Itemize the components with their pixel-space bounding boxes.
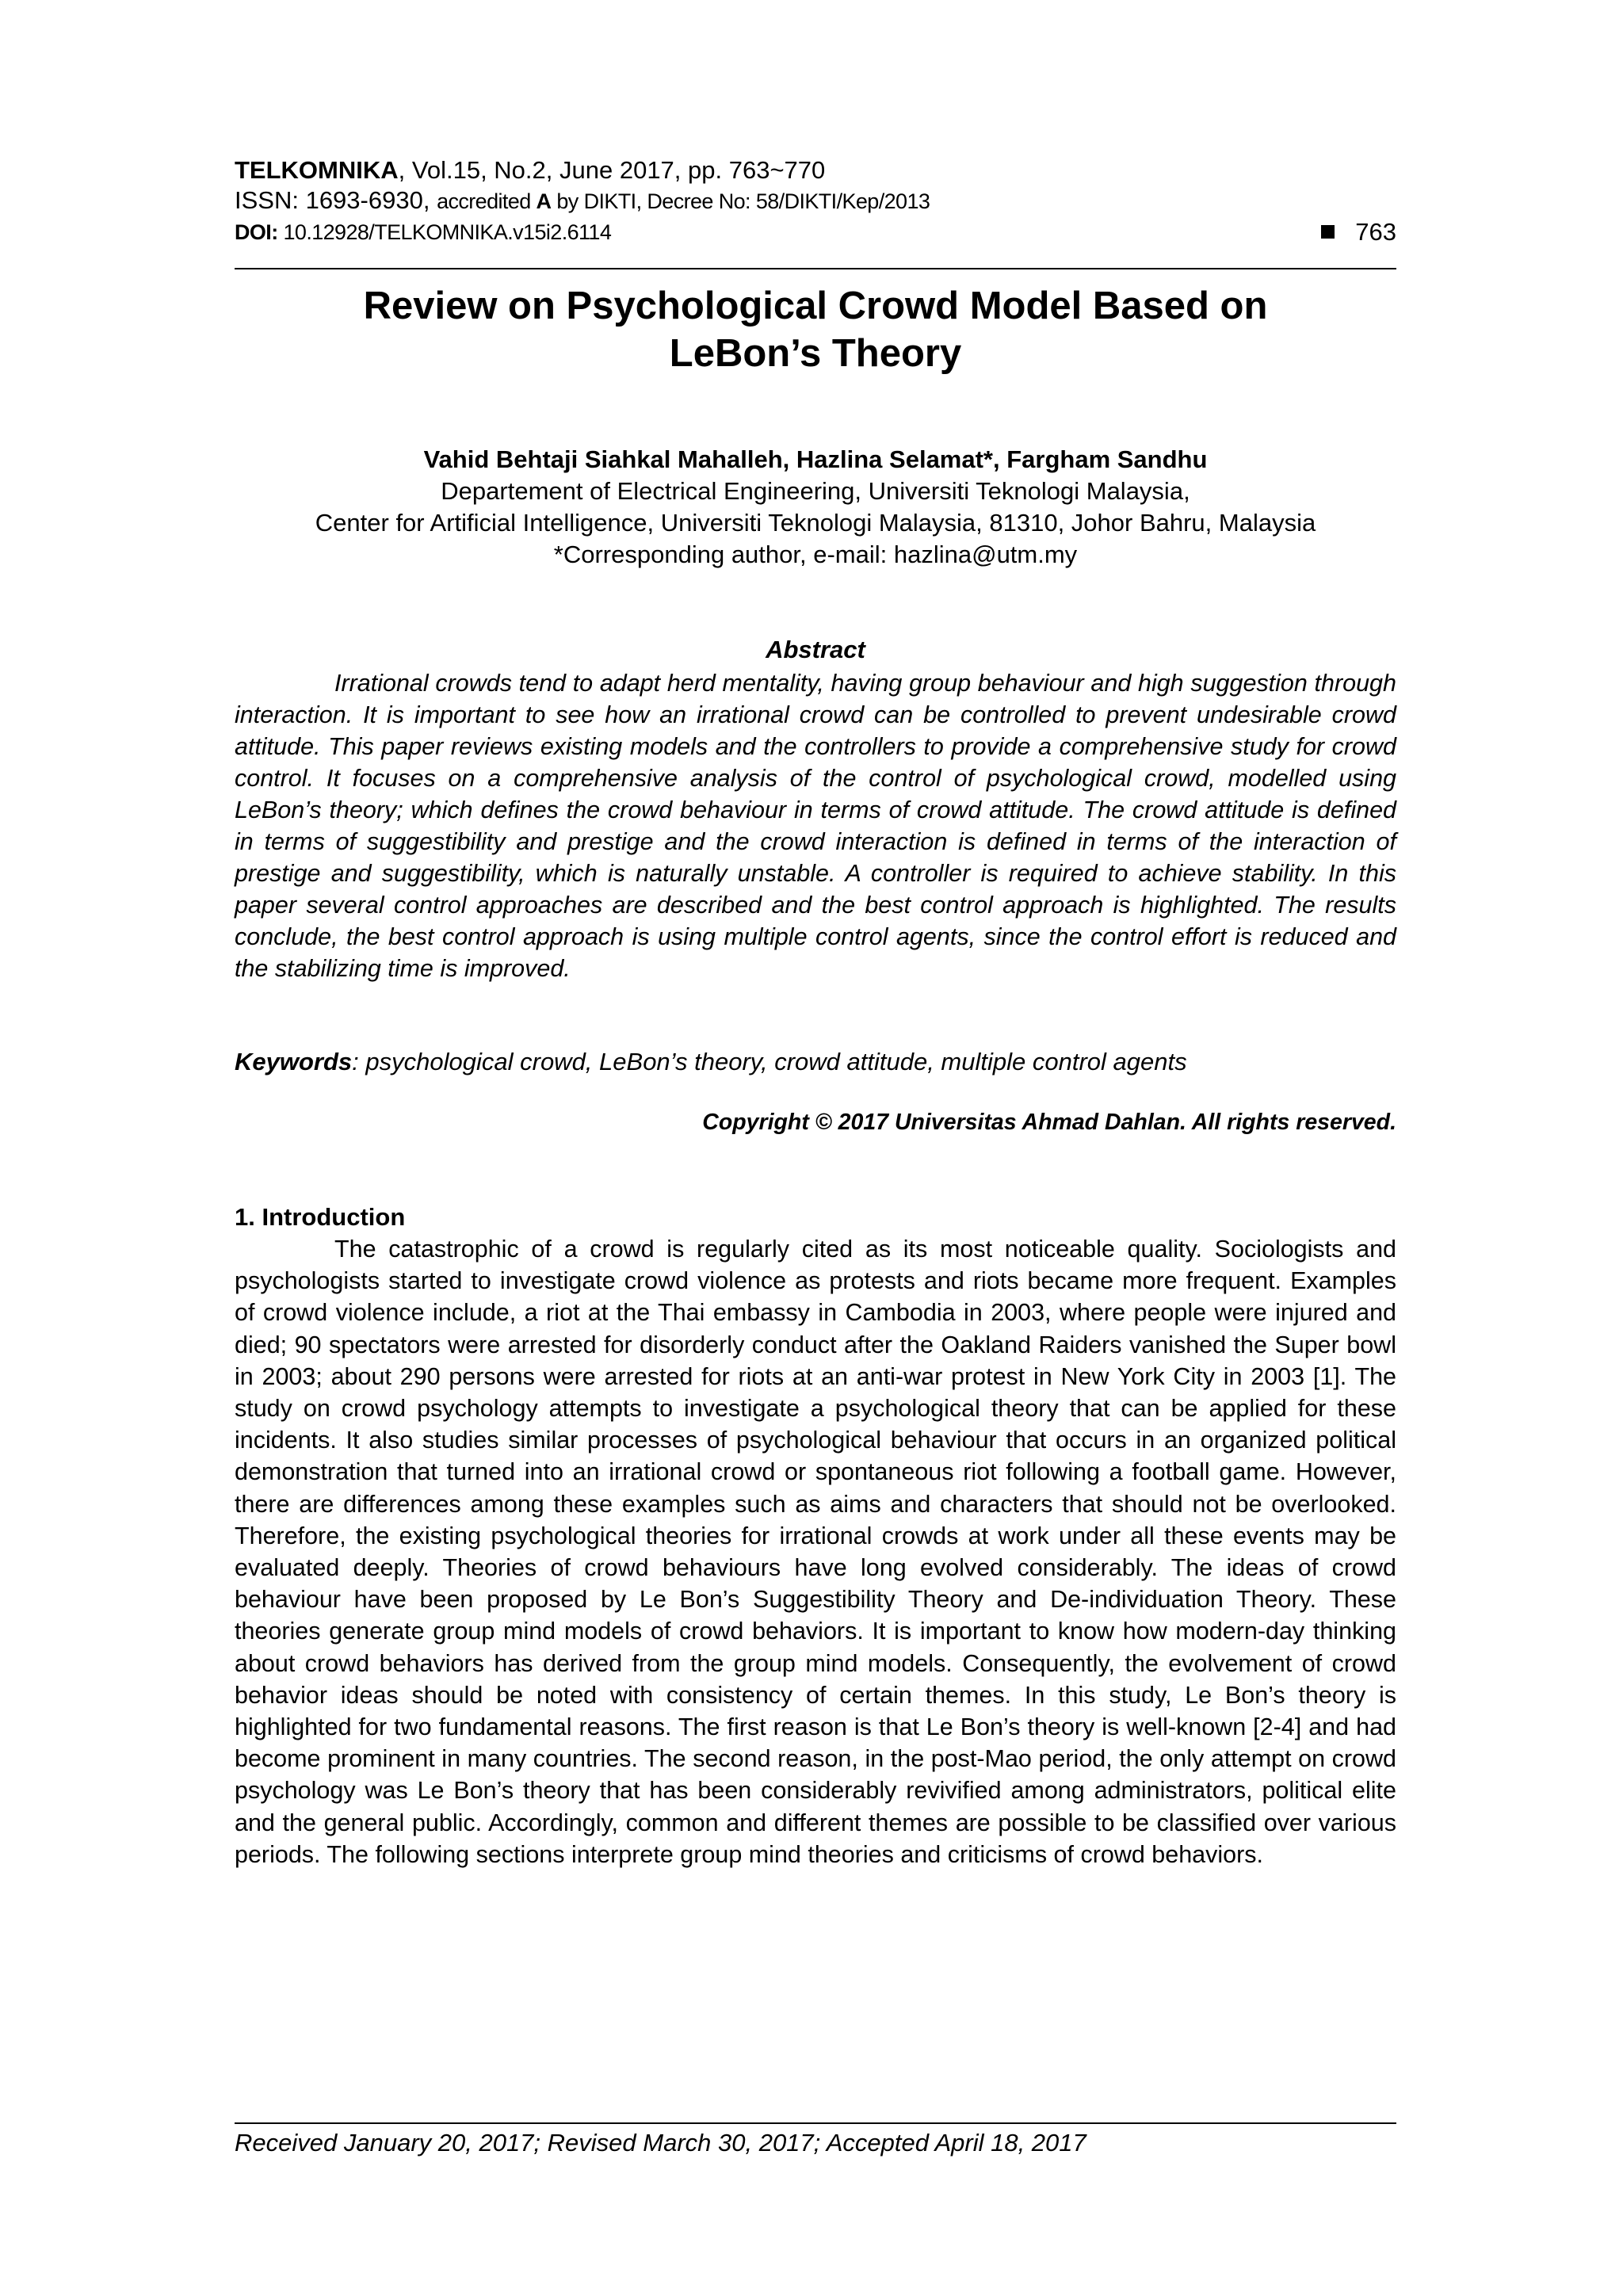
header-rule xyxy=(235,268,1396,269)
accreditation-post: by DIKTI, Decree No: 58/DIKTI/Kep/2013 xyxy=(551,189,930,213)
section-text-introduction: The catastrophic of a crowd is regularly cited as its most noticeable quality. Sociologists and psychologists started to investigate crowd violence as protests and riots became more frequent. Examples of crowd violence include, a riot at the Thai embassy in Cambodia in 2003, where people were injured and died; 90 spectators were arrested for disorderly conduct after the Oakland Raiders vanished the Super bowl in 2003; about 290 persons were arrested for riots at an anti-war protest in New York City in 2003 [1]. The study on crowd psychology attempts to investigate a psychological theory that can be applied for these incidents. It also studies similar processes of psychological behaviour that occurs in an organized political demonstration that turned into an irrational crowd or spontaneous riot following a football game. However, there are differences among these examples such as aims and characters that should not be overlooked. Therefore, the existing psychological theories for irrational crowds at work under all these events may be evaluated deeply. Theories of crowd behaviours have long evolved considerably. The ideas of crowd behaviour have been proposed by Le Bon’s Suggestibility Theory and De-individuation Theory. These theories generate group mind models of crowd behaviors. It is important to know how modern-day thinking about crowd behaviors has derived from the group mind models. Consequently, the evolvement of crowd behavior ideas should be noted with consistency of certain themes. In this study, Le Bon’s theory is highlighted for two fundamental reasons. The first reason is that Le Bon’s theory is well-known [2-4] and had become prominent in many countries. The second reason, in the post-Mao period, the only attempt on crowd psychology was Le Bon’s theory that has been considerably revivified among administrators, political elite and the general public. Accordingly, common and different themes are possible to be classified over various periods. The following sections interprete group mind theories and criticisms of crowd behaviors. xyxy=(235,1236,1396,1868)
doi-value: 10.12928/TELKOMNIKA.v15i2.6114 xyxy=(277,220,612,244)
keywords xyxy=(235,1046,1396,1078)
affiliation-2: Center for Artificial Intelligence, Universiti Teknologi Malaysia, 81310, Johor Bahru, Malaysia xyxy=(315,509,1316,537)
accreditation-grade: A xyxy=(536,189,552,213)
doi-line xyxy=(235,216,1396,247)
abstract-heading: Abstract xyxy=(766,636,865,663)
corresponding-author: *Corresponding author, e-mail: hazlina@utm.my xyxy=(553,541,1078,568)
journal-line xyxy=(235,155,1396,185)
issn-line xyxy=(235,185,1396,216)
abstract-text: Irrational crowds tend to adapt herd mentality, having group behaviour and high suggestion through interaction. It is important to see how an irrational crowd can be controlled to prevent undesirable crowd attitude. This paper reviews existing models and the controllers to provide a comprehensive study for crowd control. It focuses on a comprehensive analysis of the control of psychological crowd, modelled using LeBon’s theory; which defines the crowd behaviour in terms of crowd attitude. The crowd attitude is defined in terms of suggestibility and prestige and the crowd interaction is defined in terms of the interaction of prestige and suggestibility, which is naturally unstable. A controller is required to achieve stability. In this paper several control approaches are described and the best control approach is highlighted. The results conclude, the best control approach is using multiple control agents, since the control effort is reduced and the stabilizing time is improved. xyxy=(235,670,1396,982)
keywords-label: Keywords xyxy=(235,1048,353,1075)
volume-info: , Vol.15, No.2, June 2017, pp. 763~770 xyxy=(398,156,826,184)
accreditation-pre: accredited xyxy=(437,189,537,213)
doi-label: DOI: xyxy=(235,220,278,244)
author-block xyxy=(235,444,1396,571)
journal-name: TELKOMNIKA xyxy=(235,156,399,184)
title-line-1: Review on Psychological Crowd Model Based on xyxy=(363,285,1268,327)
page-number: 763 xyxy=(1355,217,1396,246)
keywords-text: : psychological crowd, LeBon’s theory, crowd attitude, multiple control agents xyxy=(352,1048,1187,1075)
received-dates: Received January 20, 2017; Revised March 30, 2017; Accepted April 18, 2017 xyxy=(235,2129,1086,2157)
copyright-notice: Copyright © 2017 Universitas Ahmad Dahlan. All rights reserved. xyxy=(702,1110,1396,1135)
running-header xyxy=(235,155,1396,247)
author-names: Vahid Behtaji Siahkal Mahalleh, Hazlina Selamat*, Fargham Sandhu xyxy=(423,445,1208,473)
footer-rule xyxy=(235,2122,1396,2124)
affiliation-1: Departement of Electrical Engineering, Universiti Teknologi Malaysia, xyxy=(441,477,1190,505)
section-heading-introduction: 1. Introduction xyxy=(235,1203,406,1231)
title-line-2: LeBon’s Theory xyxy=(669,332,962,375)
paper-title xyxy=(235,282,1396,377)
square-bullet-icon xyxy=(1321,225,1335,239)
page-number-box xyxy=(1321,217,1396,247)
issn: ISSN: 1693-6930, xyxy=(235,186,437,214)
